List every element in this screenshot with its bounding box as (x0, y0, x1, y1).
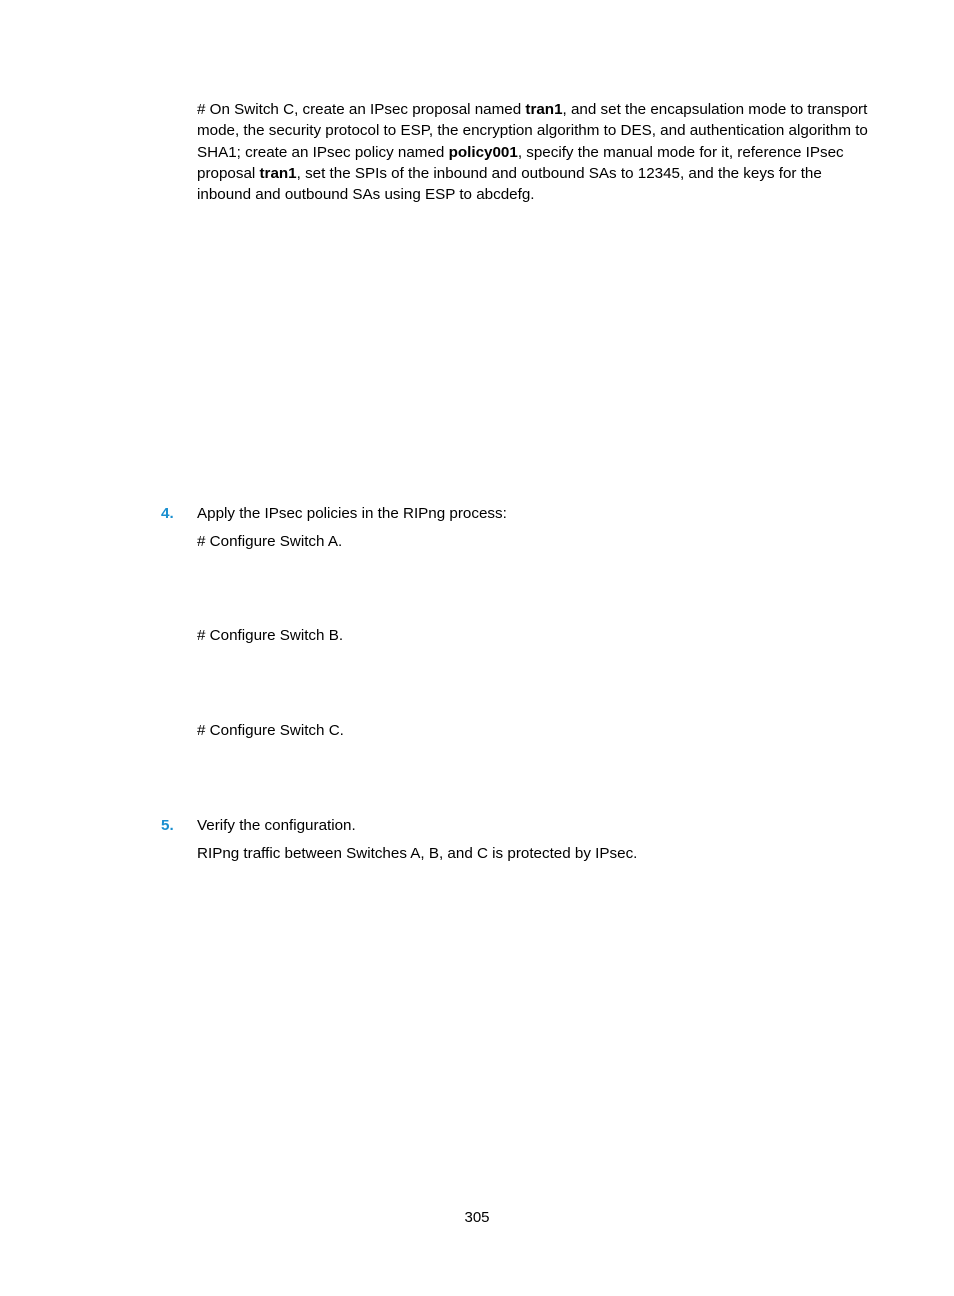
intro-text-3: , specify the manual mode for it, reference IPsec proposal (197, 143, 844, 182)
verification-result: RIPng traffic between Switches A, B, and C is protected by IPsec. (197, 845, 638, 862)
policy-name: policy001 (448, 143, 518, 161)
intro-text-2: , and set the encapsulation mode to transport mode, the security protocol to ESP, the encryption algorithm to DES, and authentication algorithm to SHA1; create an IPsec policy named (197, 101, 868, 161)
configure-switch-c: # Configure Switch C. (197, 722, 344, 739)
configure-switch-a: # Configure Switch A. (197, 533, 343, 550)
proposal-reference: tran1 (259, 164, 297, 182)
step-4-number: 4. (161, 505, 174, 522)
page-number: 305 (464, 1209, 490, 1226)
step-4-text: Apply the IPsec policies in the RIPng process: (197, 505, 507, 522)
proposal-name: tran1 (525, 101, 563, 118)
intro-text-4: , set the SPIs of the inbound and outbound SAs to 12345, and the keys for the inbound and outbound SAs using ESP to abcdefg. (197, 164, 822, 204)
intro-paragraph (197, 99, 869, 205)
step-5-text: Verify the configuration. (197, 817, 356, 834)
configure-switch-b: # Configure Switch B. (197, 627, 344, 644)
step-5-number: 5. (161, 817, 174, 834)
intro-text-1: # On Switch C, create an IPsec proposal named (197, 101, 526, 118)
